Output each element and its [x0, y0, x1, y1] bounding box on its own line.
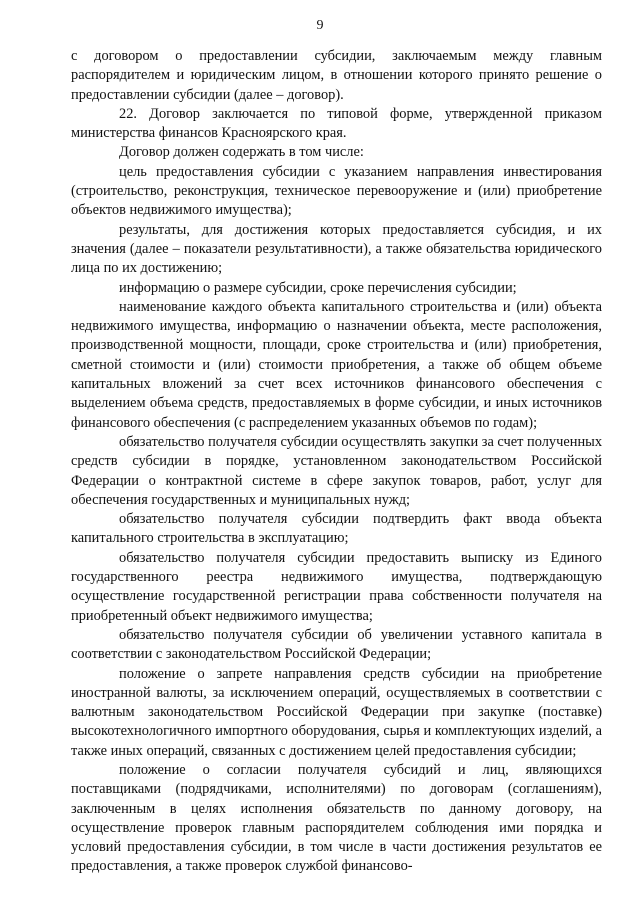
paragraph: Договор должен содержать в том числе:	[119, 144, 364, 161]
paragraph: цель предоставления субсидии с указанием направления инвестирования (строительство, реконструкция, техническое перевооружение и (или) приобретение объектов недвижимого имущества);	[71, 163, 602, 219]
paragraph: обязательство получателя субсидии подтвердить факт ввода объекта капитального строительства в эксплуатацию;	[71, 511, 602, 547]
paragraph: обязательство получателя субсидии осуществлять закупки за счет полученных средств субсидии в порядке, установленном законодательством Российской Федерации о контрактной системе в сфере закупок товаров, работ, услуг для обеспечения государственных и муниципальных нужд;	[71, 433, 603, 508]
page-number: 9	[316, 18, 324, 33]
paragraph: положение о запрете направления средств субсидии на приобретение иностранной валюты, за исключением операций, осуществляемых в соответствии с валютным законодательством Российской Федерации при закупке (поставке) высокотехнологичного импортного оборудования, сырья и комплектующих изделий, а также иных операций, связанных с достижением целей предоставления субсидии;	[71, 665, 602, 759]
paragraph: положение о согласии получателя субсидий и лиц, являющихся поставщиками (подрядчиками, исполнителями) по договорам (соглашениям), заключенным в целях исполнения обязательств по данному договору, на осуществление проверок главным распорядителем соблюдения ими порядка и условий предоставления субсидии, в том числе в части достижения результатов ее предоставления, а также проверок службой финансово-	[71, 761, 602, 875]
paragraph: с договором о предоставлении субсидии, заключаемым между главным распорядителем и юридическим лицом, в отношении которого принято решение о предоставлении субсидии (далее – договор).	[71, 48, 602, 103]
paragraph: результаты, для достижения которых предоставляется субсидия, и их значения (далее – показатели результативности), а также обязательства юридического лица по их достижению;	[71, 221, 602, 277]
paragraph: обязательство получателя субсидии об увеличении уставного капитала в соответствии с законодательством Российской Федерации;	[71, 626, 602, 663]
paragraph: 22. Договор заключается по типовой форме, утвержденной приказом министерства финансов Красноярского края.	[71, 105, 602, 142]
document-body	[71, 47, 602, 877]
paragraph: обязательство получателя субсидии предоставить выписку из Единого государственного реестра недвижимого имущества, подтверждающую осуществление государственной регистрации права собственности получателя на приобретенный объект недвижимого имущества;	[71, 549, 602, 624]
paragraph: наименование каждого объекта капитального строительства и (или) объекта недвижимого имущества, информацию о назначении объекта, месте расположения, производственной мощности, площади, сроке строительства и (или) приобретения, сметной стоимости и (или) стоимости приобретения, а также об общем объеме капитальных вложений за счет всех источников финансового обеспечения с выделением объема средств, предоставляемых в форме субсидии, и иных источников финансового обеспечения (с распределением указанных объемов по годам);	[71, 298, 602, 431]
paragraph: информацию о размере субсидии, сроке перечисления субсидии;	[119, 279, 517, 296]
